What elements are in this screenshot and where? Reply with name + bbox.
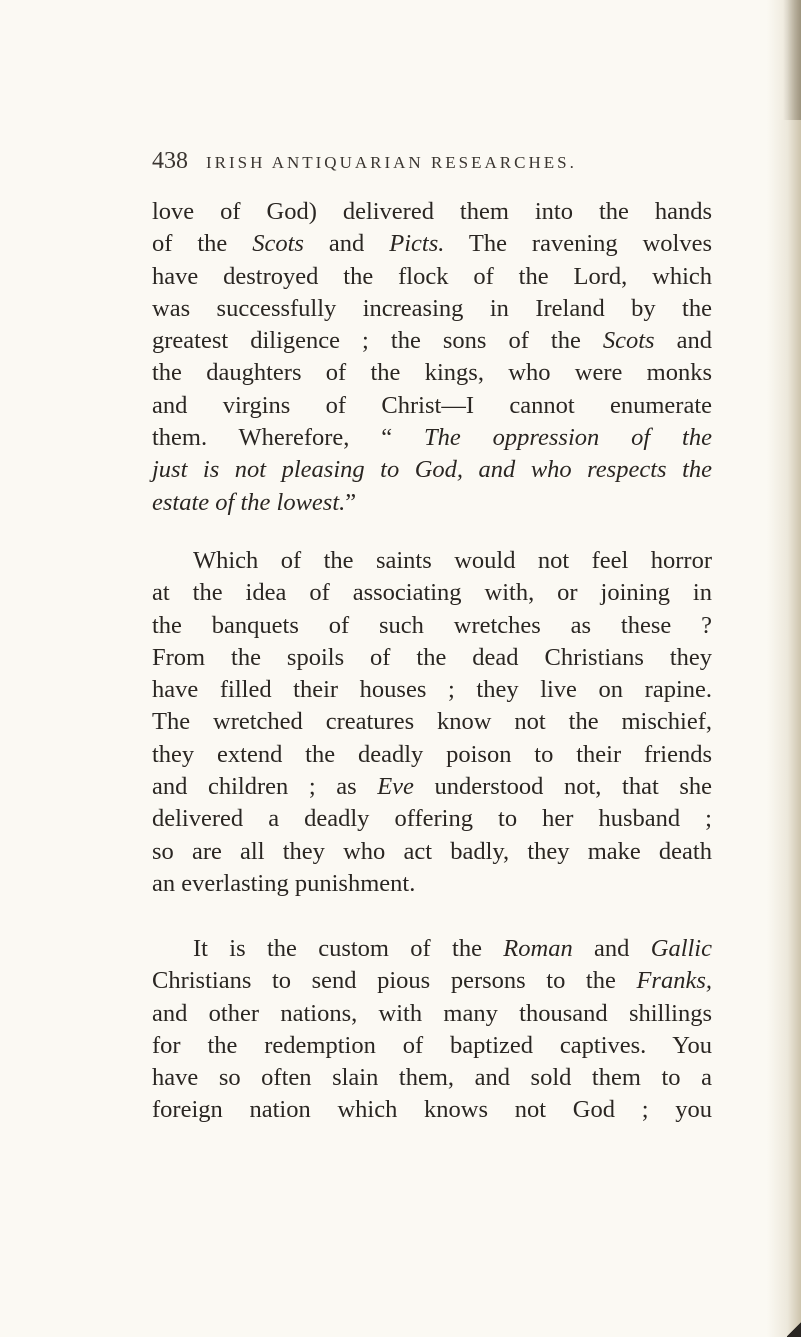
text-line: greatest diligence ; the sons of the Scots and [152, 327, 713, 355]
text-line-content: of the Scots and Picts. The ravening wolves [152, 230, 712, 258]
text-line: so are all they who act badly, they make death [152, 837, 712, 865]
running-header [152, 148, 712, 176]
page-edge-dark [783, 0, 801, 120]
text-line: just is not pleasing to God, and who respects the [152, 456, 712, 484]
text-line: have destroyed the flock of the Lord, which [152, 262, 712, 290]
paragraph-1 [152, 196, 712, 519]
text-line: The wretched creatures know not the mischief, [152, 708, 712, 736]
text-line: the daughters of the kings, who were monks [152, 359, 712, 387]
text-line: Which of the saints would not feel horror [193, 547, 712, 574]
text-line: It is the custom of the Roman and Gallic [193, 935, 712, 962]
text-line: an everlasting punishment. [152, 869, 416, 897]
text-line: have so often slain them, and sold them to a [152, 1064, 712, 1092]
text-line [152, 228, 712, 260]
page-number: 438 [152, 148, 188, 174]
text-line: them. Wherefore, “ The oppression of the [152, 424, 712, 452]
text-line: have filled their houses ; they live on rapine. [152, 676, 712, 704]
page-edge-shadow [767, 0, 801, 1337]
text-line: love of God) delivered them into the hands [152, 198, 712, 225]
text-line: delivered a deadly offering to her husband ; [152, 805, 712, 833]
text-line: and other nations, with many thousand shillings [152, 999, 712, 1027]
corner-mark [787, 1321, 801, 1337]
text-line: foreign nation which knows not God ; you [152, 1096, 712, 1124]
text-line: for the redemption of baptized captives. You [152, 1031, 712, 1059]
text-line: at the idea of associating with, or joining in [152, 579, 712, 607]
text-line: and virgins of Christ—I cannot enumerate [152, 391, 712, 419]
text-line: and children ; as Eve understood not, that she [152, 773, 712, 801]
text-line: From the spoils of the dead Christians they [152, 643, 712, 671]
text-line: estate of the lowest.” [152, 488, 357, 516]
paragraph-3 [152, 933, 712, 1127]
text-line: they extend the deadly poison to their friends [152, 740, 712, 768]
running-title: IRISH ANTIQUARIAN RESEARCHES. [206, 153, 577, 172]
text-line: was successfully increasing in Ireland by the [152, 294, 712, 322]
text-line: the banquets of such wretches as these ? [152, 611, 712, 639]
paragraph-2 [152, 545, 712, 900]
text-line: Christians to send pious persons to the Franks, [152, 967, 712, 995]
